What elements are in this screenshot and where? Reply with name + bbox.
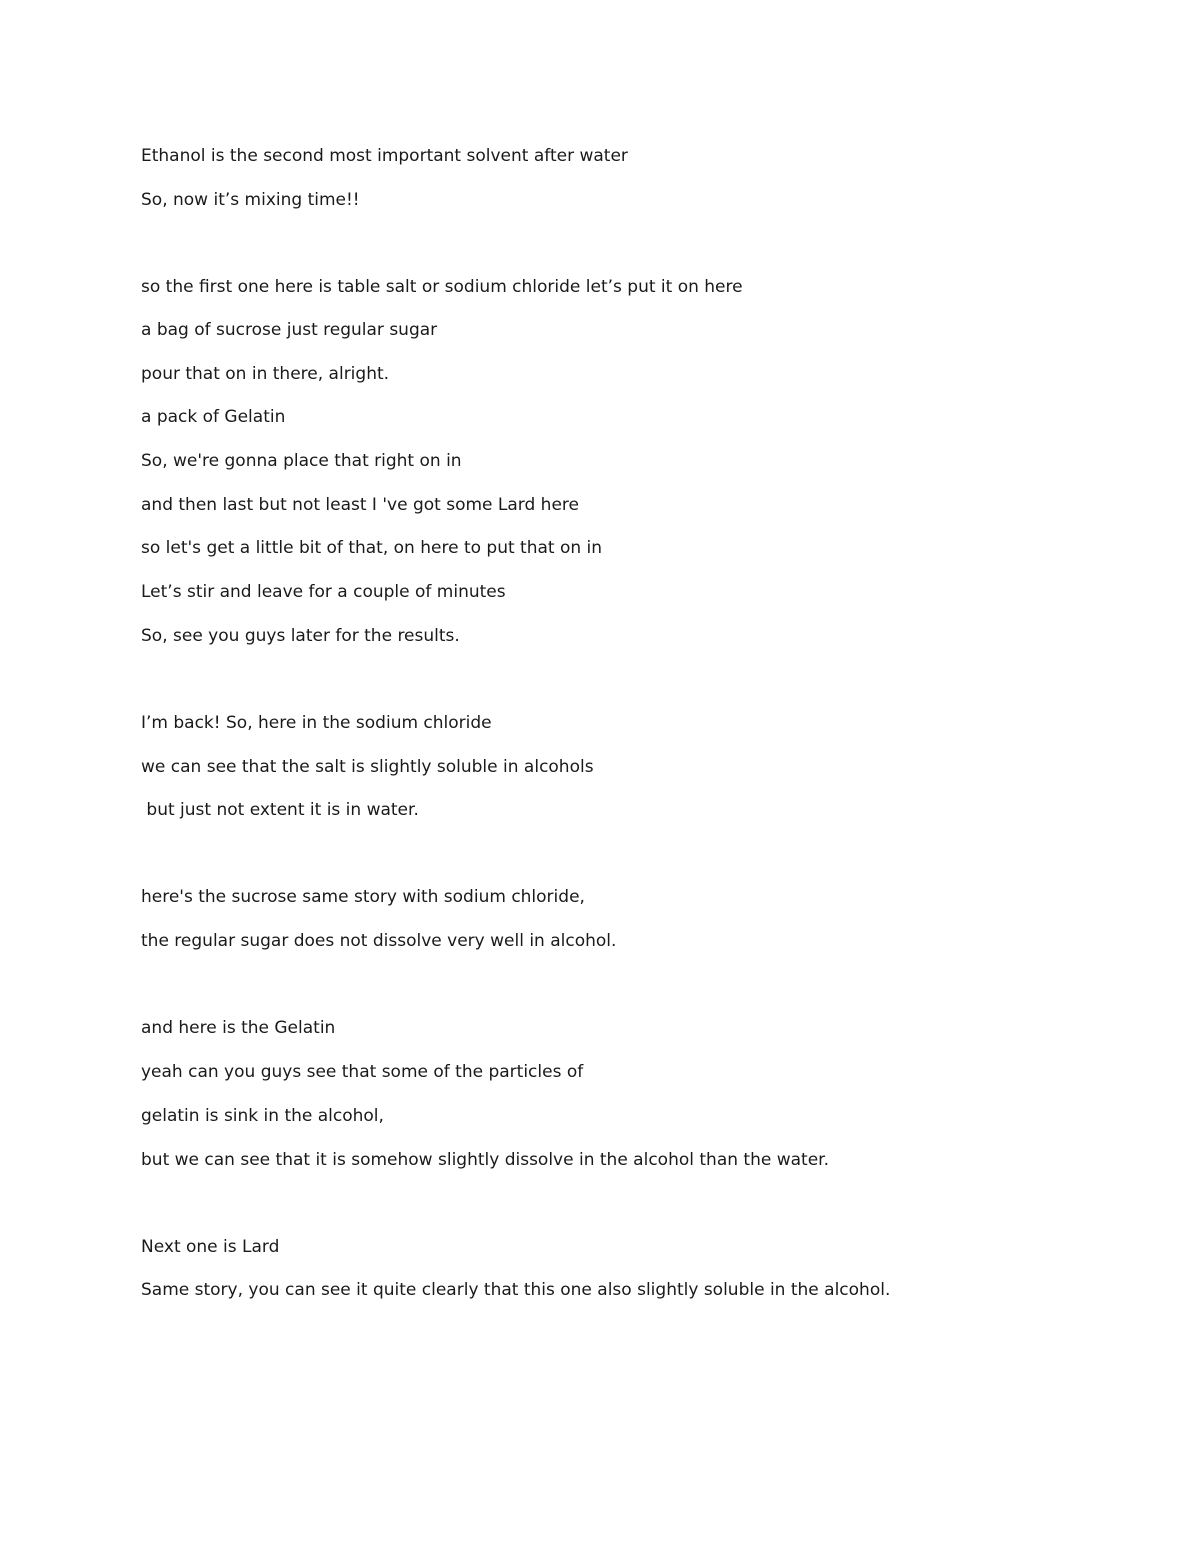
text-line: here's the sucrose same story with sodium chloride, (141, 887, 585, 907)
text-line: and here is the Gelatin (141, 1018, 336, 1038)
text-line: So, now it’s mixing time!! (141, 190, 360, 210)
text-line: we can see that the salt is slightly soluble in alcohols (141, 757, 594, 777)
text-line: I’m back! So, here in the sodium chloride (141, 713, 492, 733)
text-line: So, see you guys later for the results. (141, 626, 460, 646)
text-line: So, we're gonna place that right on in (141, 451, 462, 471)
text-line: Let’s stir and leave for a couple of minutes (141, 582, 506, 602)
text-line: Next one is Lard (141, 1237, 280, 1257)
text-line: a bag of sucrose just regular sugar (141, 320, 438, 340)
text-line: a pack of Gelatin (141, 407, 286, 427)
text-line: but we can see that it is somehow slightly dissolve in the alcohol than the water. (141, 1150, 829, 1170)
text-line: and then last but not least I 've got some Lard here (141, 495, 579, 515)
text-line: the regular sugar does not dissolve very well in alcohol. (141, 931, 617, 951)
text-line: yeah can you guys see that some of the particles of (141, 1062, 584, 1082)
text-line: so the first one here is table salt or sodium chloride let’s put it on here (141, 277, 743, 297)
text-line: Same story, you can see it quite clearly that this one also slightly soluble in the alcohol. (141, 1280, 891, 1300)
text-line: pour that on in there, alright. (141, 364, 390, 384)
text-line: so let's get a little bit of that, on here to put that on in (141, 538, 603, 558)
text-line: Ethanol is the second most important solvent after water (141, 146, 628, 166)
text-line: gelatin is sink in the alcohol, (141, 1106, 384, 1126)
text-line: but just not extent it is in water. (141, 800, 419, 820)
